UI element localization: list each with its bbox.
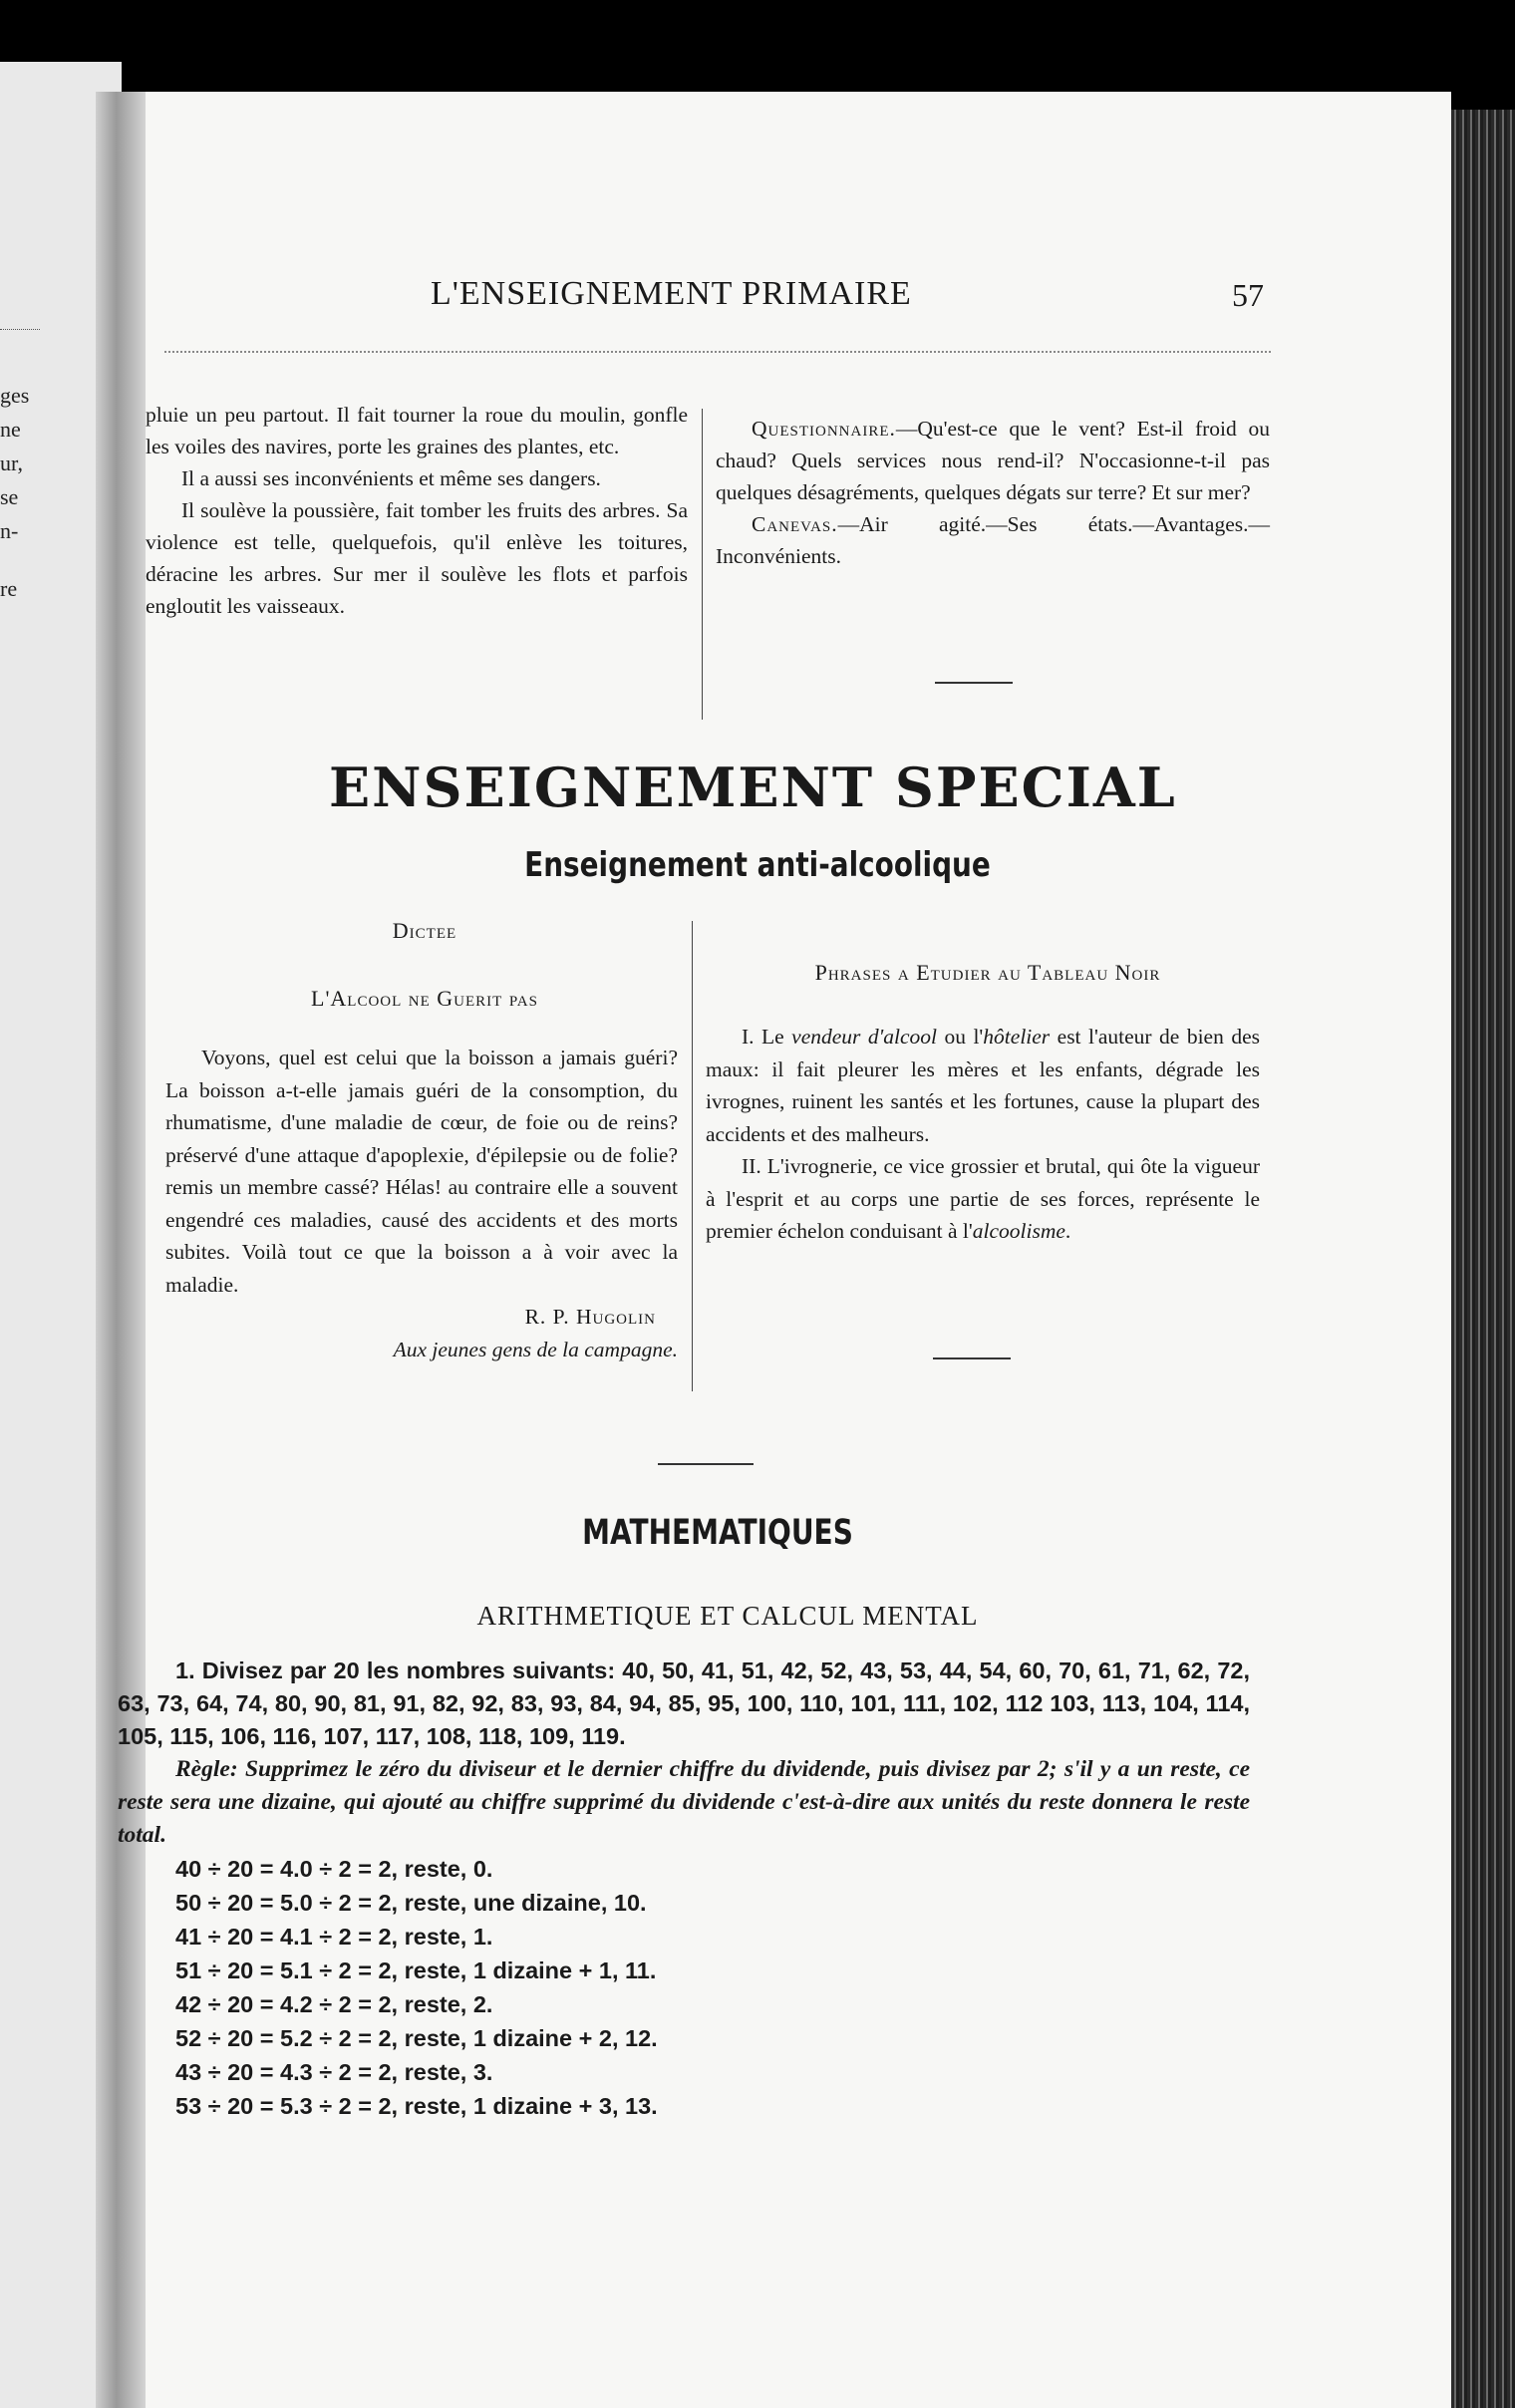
facing-page-fragment: re [0,576,18,601]
section-title: ENSEIGNEMENT SPECIAL [329,755,1177,819]
canevas-label: Canevas. [752,512,838,536]
math-problem: 1. Divisez par 20 les nombres suivants: 40, 50, 41, 51, 42, 52, 43, 53, 44, 54, 60, 70, 61, 71, 62, 72, 63, 73, 64, 74, 80, 90, 81, 91, 82, 92, 83, 93, 84, 94, 85, 95, 100, 110, 101, 111, 102, 112 103, 113, 104, 114, 105, 115, 106, 116, 107, 117, 108, 118, 109, 119. [118,1657,1250,1749]
running-title: L'ENSEIGNEMENT PRIMAIRE [431,275,912,312]
paragraph: pluie un peu partout. Il fait tourner la roue du moulin, gonfle les voiles des navires, porte les graines des plantes, etc. [146,403,688,458]
canevas-text: —Air agité.—Ses états.—Avantages.—Inconvénients. [716,512,1270,568]
facing-page-fragment: se [0,484,19,509]
dictee-column [165,1042,678,1365]
calc-line: 41 ÷ 20 = 4.1 ÷ 2 = 2, reste, 1. [175,1924,493,1950]
page-edges [1451,110,1515,2408]
facing-page-rule [0,329,40,330]
book-gutter [96,92,148,2408]
math-calculations [175,1852,658,2123]
facing-page-fragment: ges [0,383,30,408]
section-rule [933,1357,1011,1359]
dictee-title: L'Alcool ne Guerit pas [311,986,538,1011]
phrases-heading: Phrases a Etudier au Tableau Noir [814,960,1161,985]
phrase-1: I. Le vendeur d'alcool ou l'hôtelier est l'auteur de bien des maux: il fait pleurer les mères et les enfants, dégrade les ivrognes, ruinent les santés et les fortunes, cause la plupart des accidents et des malheurs. [706,1025,1260,1146]
vent-text-column [146,399,688,622]
calc-line: 43 ÷ 20 = 4.3 ÷ 2 = 2, reste, 3. [175,2059,493,2085]
calc-line: 42 ÷ 20 = 4.2 ÷ 2 = 2, reste, 2. [175,1991,493,2017]
math-problem-block [118,1655,1250,1852]
section-subtitle: Enseignement anti-alcoolique [524,845,991,885]
section-rule [935,682,1013,684]
page-number: 57 [1232,277,1264,313]
calc-line: 50 ÷ 20 = 5.0 ÷ 2 = 2, reste, une dizaine, 10. [175,1890,647,1916]
dictee-heading: Dictee [392,918,457,943]
facing-page-fragment: ur, [0,451,23,475]
facing-page-fragment: ne [0,417,21,442]
phrase-2: II. L'ivrognerie, ce vice grossier et brutal, qui ôte la vigueur à l'esprit et au corps une partie de ses forces, représente le premier échelon conduisant à l'alcoolisme. [706,1154,1260,1243]
column-divider [702,409,703,720]
dictee-source: Aux jeunes gens de la campagne. [393,1337,678,1361]
calc-line: 40 ÷ 20 = 4.0 ÷ 2 = 2, reste, 0. [175,1856,493,1882]
header-rule [164,351,1271,353]
questionnaire-text: —Qu'est-ce que le vent? Est-il froid ou chaud? Quels services nous rend-il? N'occasionne-t-il pas quelques désagréments, quelques dégats sur terre? Et sur mer? [716,417,1270,504]
facing-page-fragment: n- [0,518,19,543]
section-rule [658,1463,754,1465]
calc-line: 52 ÷ 20 = 5.2 ÷ 2 = 2, reste, 1 dizaine + 2, 12. [175,2025,658,2051]
phrases-column [706,1021,1260,1248]
questionnaire-label: Questionnaire. [752,417,896,441]
math-rule: Règle: Supprimez le zéro du diviseur et le dernier chiffre du dividende, puis divisez par 2; s'il y a un reste, ce reste sera une dizaine, qui ajouté au chiffre supprimé du dividende c'est-à-dire aux unités du reste donnera le reste total. [118,1756,1250,1848]
paragraph: Il soulève la poussière, fait tomber les fruits des arbres. Sa violence est telle, quelquefois, qu'il enlève les toitures, déracine les arbres. Sur mer il soulève les flots et parfois engloutit les vaisseaux. [146,498,688,618]
calc-line: 51 ÷ 20 = 5.1 ÷ 2 = 2, reste, 1 dizaine + 1, 11. [175,1957,657,1983]
column-divider [692,921,693,1391]
math-subtitle: ARITHMETIQUE ET CALCUL MENTAL [476,1601,979,1631]
questionnaire-column [716,413,1270,572]
dictee-author: R. P. Hugolin [524,1305,656,1329]
math-title: MATHEMATIQUES [582,1513,853,1553]
calc-line: 53 ÷ 20 = 5.3 ÷ 2 = 2, reste, 1 dizaine + 3, 13. [175,2093,658,2119]
paragraph: Il a aussi ses inconvénients et même ses dangers. [181,466,601,490]
dictee-body: Voyons, quel est celui que la boisson a jamais guéri? La boisson a-t-elle jamais guéri de la consomption, du rhumatisme, d'une maladie de cœur, de foie ou de reins? préservé d'une attaque d'apoplexie, d'épilepsie ou de folie? remis un membre cassé? Hélas! au contraire elle a souvent engendré ces maladies, causé des accidents et des morts subites. Voilà tout ce que la boisson a à voir avec la maladie. [165,1046,678,1297]
